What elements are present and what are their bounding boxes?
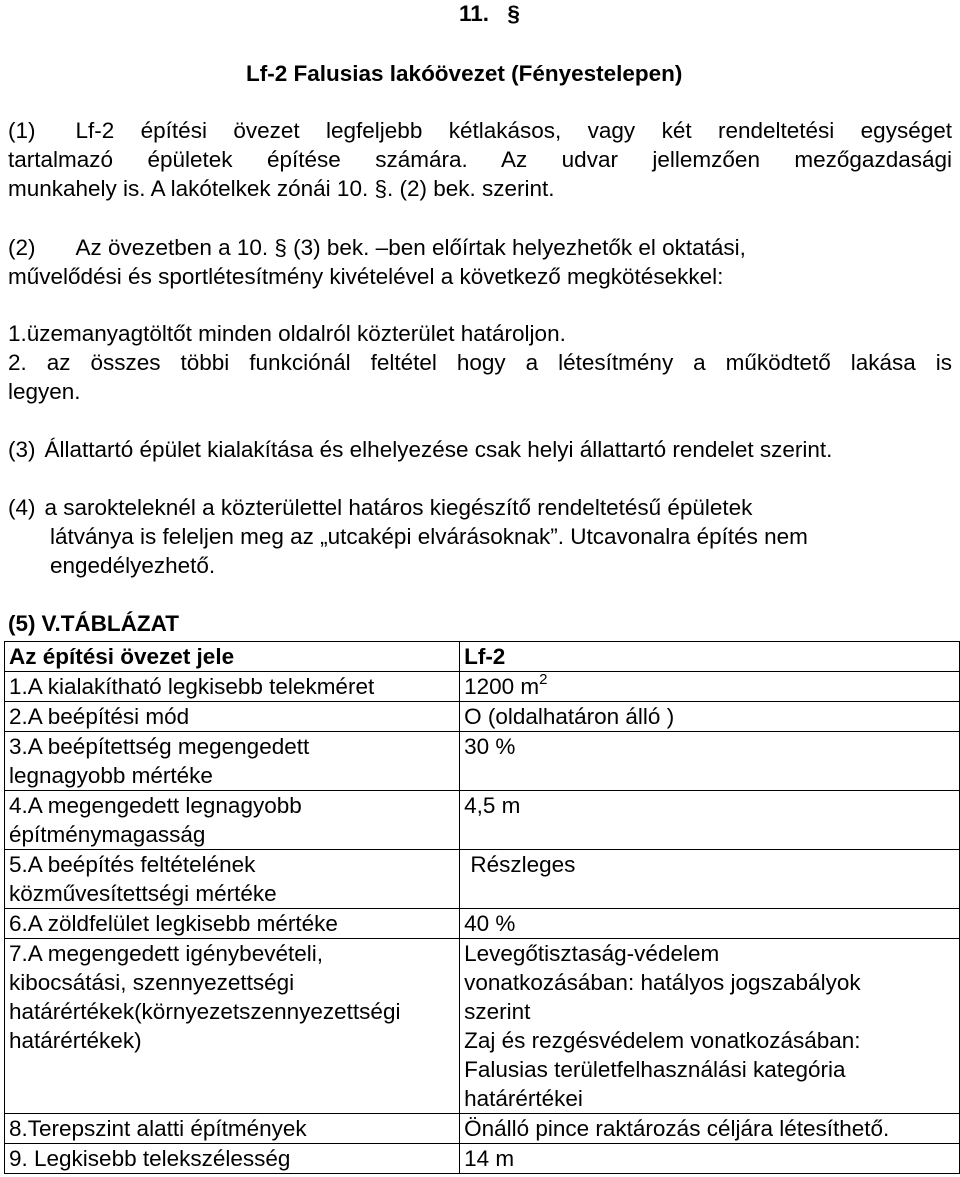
table-row xyxy=(5,702,960,732)
paragraph-5-number: (5) xyxy=(8,611,36,636)
table-row-value-line: Részleges xyxy=(464,852,576,877)
table-row-value xyxy=(460,909,960,939)
table-row xyxy=(5,1144,960,1174)
paragraph-1-line-2: tartalmazó épületek építése számára. Az udvar jellemzően mezőgazdasági xyxy=(8,147,952,172)
table-row-value xyxy=(460,672,960,702)
table-row-label-line: 1.A kialakítható legkisebb telekméret xyxy=(9,674,375,699)
table-caption: (5) V.TÁBLÁZAT xyxy=(8,611,179,636)
unit-exponent: 2 xyxy=(539,670,548,688)
table-row-label xyxy=(5,672,460,702)
paragraph-2-line-2: művelődési és sportlétesítmény kivételével a következő megkötésekkel: xyxy=(8,264,724,289)
table-row-label xyxy=(5,909,460,939)
table-row-label-line: 2.A beépítési mód xyxy=(9,704,190,729)
table-row-label-line: legnagyobb mértéke xyxy=(9,763,213,788)
paragraph-3: (3) Állattartó épület kialakítása és elhelyezése csak helyi állattartó rendelet szerint. xyxy=(8,437,833,462)
table-row-value xyxy=(460,732,960,791)
table-row-value xyxy=(460,1114,960,1144)
table-row xyxy=(5,732,960,791)
list-item-2-line-1: 2. az összes többi funkciónál feltétel hogy a létesítmény a működtető lakása is xyxy=(8,350,952,375)
table-row-value xyxy=(460,939,960,1114)
table-row-value-line: Levegőtisztaság-védelem xyxy=(464,941,720,966)
table-row-value-line: 1200 $m^2$ xyxy=(464,670,548,699)
zoning-table xyxy=(4,641,960,1174)
table-row-label-line: 7.A megengedett igénybevételi, xyxy=(9,941,323,966)
table-row-label xyxy=(5,850,460,909)
paragraph-1-number: (1) xyxy=(8,118,36,143)
paragraph-4-line-2: látványa is feleljen meg az „utcaképi elvárásoknak”. Utcavonalra építés nem xyxy=(50,524,808,549)
table-row-label xyxy=(5,1144,460,1174)
table-row-label-line: határértékek) xyxy=(9,1028,142,1053)
table-header-value: Lf-2 xyxy=(460,642,960,672)
table-row-label-line: 9. Legkisebb telekszélesség xyxy=(9,1146,291,1171)
table-row xyxy=(5,909,960,939)
table-row-value xyxy=(460,850,960,909)
section-sign: § xyxy=(507,1,520,26)
section-number: 11. xyxy=(459,1,490,26)
table-row-label-line: 5.A beépítés feltételének xyxy=(9,852,256,877)
table-row xyxy=(5,939,960,1114)
table-row-value-line: O (oldalhatáron álló ) xyxy=(464,704,675,729)
paragraph-4-number: (4) xyxy=(8,495,36,520)
table-row-value-line: vonatkozásában: hatályos jogszabályok xyxy=(464,970,861,995)
table-row-label-line: építménymagasság xyxy=(9,822,206,847)
table-row-value xyxy=(460,1144,960,1174)
table-row-label-line: 8.Terepszint alatti építmények xyxy=(9,1116,307,1141)
table-row xyxy=(5,672,960,702)
list-item-1: 1.üzemanyagtöltőt minden oldalról közterület határoljon. xyxy=(8,321,566,346)
table-row-value xyxy=(460,791,960,850)
table-row-value-line: 14 m xyxy=(464,1146,515,1171)
paragraph-2-line-1: (2) Az övezetben a 10. § (3) bek. –ben előírtak helyezhetők el oktatási, xyxy=(8,235,746,260)
table-row-label xyxy=(5,939,460,1114)
table-row-label-line: közművesítettségi mértéke xyxy=(9,881,277,906)
list-item-2-line-2: legyen. xyxy=(8,379,81,404)
table-header-label: Az építési övezet jele xyxy=(5,642,460,672)
table-row-value-line: Önálló pince raktározás céljára létesíthető. xyxy=(464,1116,890,1141)
table-row xyxy=(5,850,960,909)
table-header-row xyxy=(5,642,960,672)
table-row-value xyxy=(460,702,960,732)
table-row-value-line: Falusias területfelhasználási kategória xyxy=(464,1057,846,1082)
table-row-label-line: határértékek(környezetszennyezettségi xyxy=(9,999,401,1024)
table-row-label xyxy=(5,732,460,791)
table-row xyxy=(5,1114,960,1144)
paragraph-4-line-3: engedélyezhető. xyxy=(50,553,216,578)
table-row-label xyxy=(5,702,460,732)
table-row-label-line: 3.A beépítettség megengedett xyxy=(9,734,310,759)
paragraph-1-line-1: (1) Lf-2 építési övezet legfeljebb kétlakásos, vagy két rendeltetési egységet xyxy=(8,118,952,143)
paragraph-4-line-1: (4) a sarokteleknél a közterülettel határos kiegészítő rendeltetésű épületek xyxy=(8,495,753,520)
table-row-value-line: 30 % xyxy=(464,734,516,759)
table-row-label-line: kibocsátási, szennyezettségi xyxy=(9,970,295,995)
table-row-value-line: szerint xyxy=(464,999,531,1024)
page-title: Lf-2 Falusias lakóövezet (Fényestelepen) xyxy=(246,61,683,86)
table-row-label-line: 6.A zöldfelület legkisebb mértéke xyxy=(9,911,338,936)
section-heading xyxy=(459,0,520,29)
table-row-label xyxy=(5,1114,460,1144)
table-row-label-line: 4.A megengedett legnagyobb xyxy=(9,793,302,818)
table-row-value-line: 4,5 m xyxy=(464,793,521,818)
paragraph-2-number: (2) xyxy=(8,235,36,260)
paragraph-3-number: (3) xyxy=(8,437,36,462)
table-row-value-line: határértékei xyxy=(464,1086,583,1111)
table-row-value-line: Zaj és rezgésvédelem vonatkozásában: xyxy=(464,1028,861,1053)
paragraph-1-line-3: munkahely is. A lakótelkek zónái 10. §. (2) bek. szerint. xyxy=(8,176,555,201)
table-row-label xyxy=(5,791,460,850)
table-row xyxy=(5,791,960,850)
table-row-value-line: 40 % xyxy=(464,911,516,936)
